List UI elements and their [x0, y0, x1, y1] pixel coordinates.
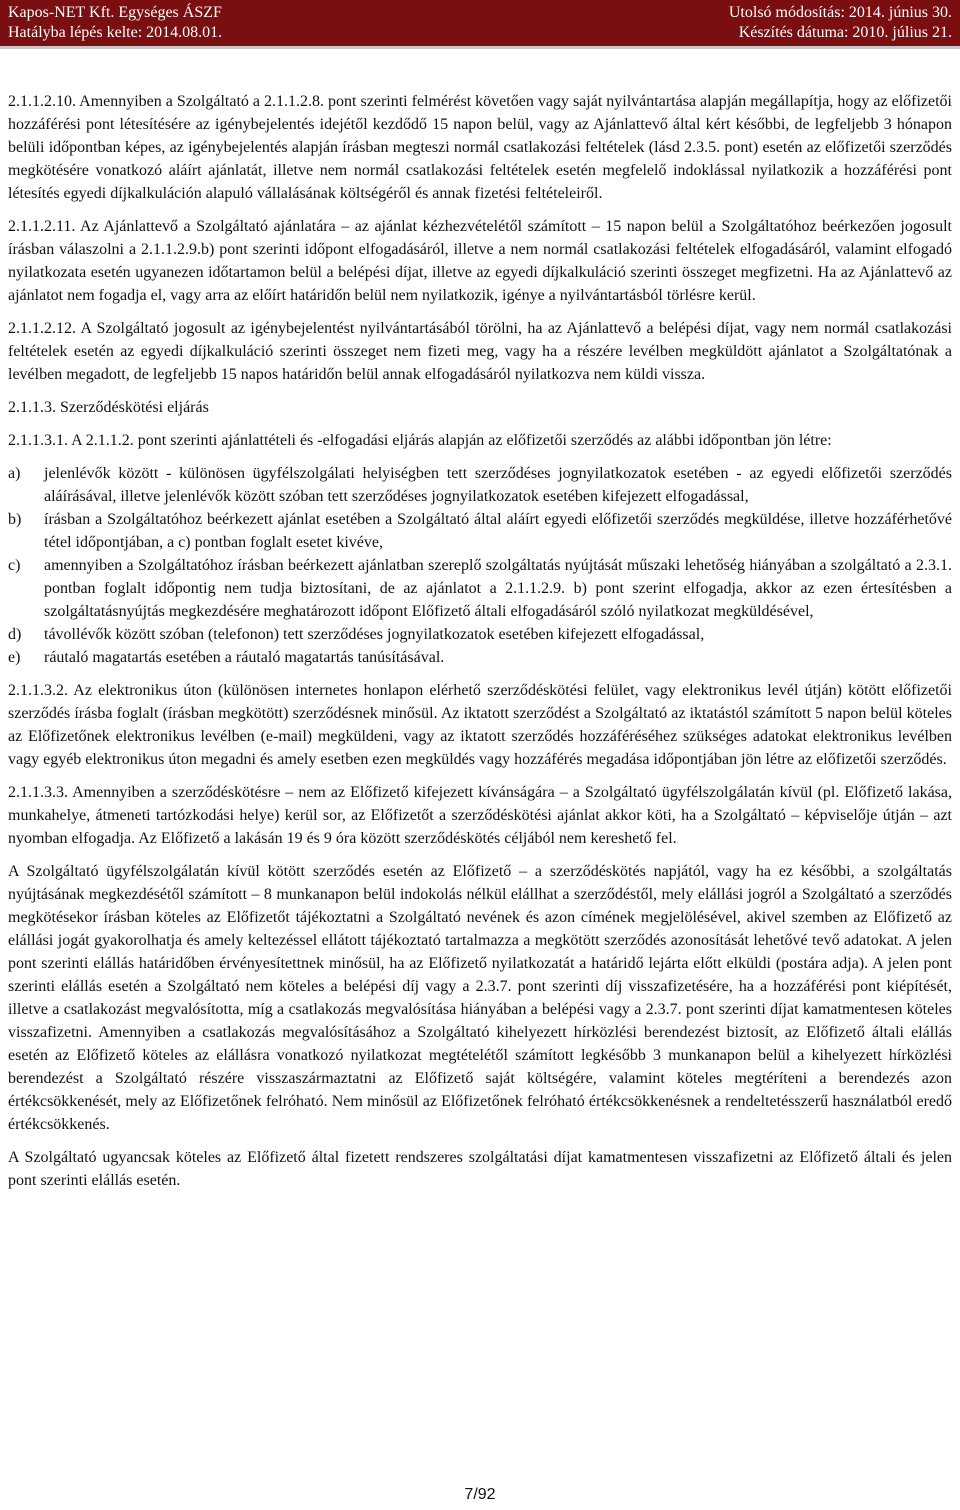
document-body: [8, 90, 952, 1202]
list-item-label: b): [8, 511, 22, 528]
page-number: 7/92: [464, 1486, 496, 1503]
list-item: [8, 508, 952, 554]
header-divider: [0, 46, 960, 49]
list-item: [8, 646, 952, 669]
list-item-text: írásban a Szolgáltatóhoz beérkezett ajánlat esetében a Szolgáltató által aláírt egyedi előfizetői szerződés megküldése, illetve hozzáférhetővé tétel időpontjában, a c) pontban foglalt esetet kivéve,: [44, 511, 952, 551]
list-item-label: a): [8, 465, 21, 482]
paragraph-2-1-1-3-2: 2.1.1.3.2. Az elektronikus úton (különösen internetes honlapon elérhető szerződéskötési felület, vagy elektronikus levél útján) kötött előfizetői szerződés írásba foglalt (írásban megkötött) szerződésnek minősül. Az iktatott szerződést a Szolgáltató az iktatástól számított 5 napon belül köteles az Előfizetőnek elektronikus levélben (e-mail) megküldeni, vagy az iktatott szerződés hozzáféréséhez szükséges adatokat elektronikus levélben vagy egyéb elektronikus úton megadni és amely esetben ezen megküldés vagy hozzáférés megadása időpontjában jön létre az előfizetői szerződés.: [8, 682, 952, 768]
paragraph-2-1-1-2-12: 2.1.1.2.12. A Szolgáltató jogosult az igénybejelentést nyilvántartásából törölni, ha az Ajánlattevő a belépési díjat, vagy nem normál csatlakozási feltételek esetén az egyedi díjkalkuláció szerinti összeget nem fizeti meg, vagy ha a részére levélben megküldött ajánlatot a Szolgáltatónak a levélben megadott, de legfeljebb 15 napos határidőn belül annak elfogadásáról nyilatkozva nem küldi vissza.: [8, 320, 952, 383]
list-item-label: c): [8, 557, 21, 574]
list-item-text: ráutaló magatartás esetében a ráutaló magatartás tanúsításával.: [44, 649, 445, 666]
header-effective-date: Hatályba lépés kelte: 2014.08.01.: [8, 24, 223, 41]
paragraph-2-1-1-3-1: 2.1.1.3.1. A 2.1.1.2. pont szerinti ajánlattételi és -elfogadási eljárás alapján az előfizetői szerződés az alábbi időpontban jön létre:: [8, 432, 832, 449]
paragraph-2-1-1-3-3: 2.1.1.3.3. Amennyiben a szerződéskötésre – nem az Előfizető kifejezett kívánságára – a Szolgáltató ügyfélszolgálatán kívül (pl. Előfizető lakása, munkahelye, átmeneti tartózkodási helye) kerül sor, az Előfizetőt a szerződéskötési ajánlat akkor köti, ha a Szolgáltató – képviselője útján – azt nyomban elfogadja. Az Előfizető a lakásán 19 és 9 óra között szerződéskötés céljából nem kereshető fel.: [8, 784, 952, 847]
contract-formation-list: [8, 462, 952, 669]
list-item: [8, 462, 952, 508]
header-created-date: Készítés dátuma: 2010. július 21.: [738, 24, 952, 41]
header-left: [8, 3, 222, 43]
list-item-label: d): [8, 626, 22, 643]
header-company-title: Kapos-NET Kft. Egységes ÁSZF: [8, 4, 222, 21]
paragraph-withdrawal: A Szolgáltató ügyfélszolgálatán kívül kötött szerződés esetén az Előfizető – a szerződéskötés napjától, vagy ha ez későbbi, a szolgáltatás nyújtásának megkezdésétől számított – 8 munkanapon belül indokolás nélkül elállhat a szerződéstől, mely elállási jogról a Szolgáltató a szerződés megkötésekor írásban köteles az Előfizetőt tájékoztatni a Szolgáltató nevének és azon címének megjelölésével, akivel szemben az Előfizető az elállási jogát gyakorolhatja és amely keltezéssel ellátott tájékoztató tartalmazza a megkötött szerződés azonosítását lehetővé tevő adatokat. A jelen pont szerinti elállás határidőben érvényesítettnek minősül, ha az Előfizető nyilatkozatát a határidő lejárta előtt elküldi (postára adja). A jelen pont szerinti elállás esetén a Szolgáltató nem köteles a belépési díj vagy a 2.3.7. pont szerinti díj visszafizetésére, ha a hozzáférési pont kiépítését, illetve a csatlakozást megvalósította, míg a csatlakozás megvalósítása hiányában a belépési vagy a 2.3.7. pont szerinti díjat kamatmentesen köteles visszafizetni. Amennyiben a csatlakozás megvalósításához a Szolgáltató kihelyezett hírközlési berendezést biztosít, az Előfizető általi elállás esetén az Előfizető köteles az elállásra vonatkozó nyilatkozat megtételétől számított legkésőbb 3 munkanapon belül a kihelyezett hírközlési berendezést a Szolgáltató részére visszaszármaztatni az Előfizető saját költségére, valamint köteles megtéríteni a berendezés azon értékcsökkenését, mely az Előfizetőnek felróható. Nem minősül az Előfizetőnek felróható értékcsökkenésnek a rendeltetésszerű használatból eredő értékcsökkenés.: [8, 863, 952, 1133]
list-item-label: e): [8, 649, 21, 666]
header-right: [729, 3, 952, 43]
list-item-text: jelenlévők között - különösen ügyfélszolgálati helyiségben tett szerződéses jognyilatkozatok esetében - az egyedi előfizetői szerződés aláírásával, illetve jelenlévők között szóban tett szerződéses jognyilatkozatok esetében kifejezett elfogadással,: [44, 465, 952, 505]
section-heading: 2.1.1.3. Szerződéskötési eljárás: [8, 399, 209, 416]
paragraph-refund: A Szolgáltató ugyancsak köteles az Előfizető által fizetett rendszeres szolgáltatási díjat kamatmentesen visszafizetni az Előfizető általi és jelen pont szerinti elállás esetén.: [8, 1149, 952, 1189]
header-last-modified: Utolsó módosítás: 2014. június 30.: [728, 4, 952, 21]
list-item: [8, 554, 952, 623]
paragraph-2-1-1-2-10: 2.1.1.2.10. Amennyiben a Szolgáltató a 2.1.1.2.8. pont szerinti felmérést követően vagy saját nyilvántartása alapján megállapítja, hogy az előfizetői hozzáférési pont létesítésére az igénybejelentés idejétől kezdődő 15 napon belül, vagy az Ajánlattevő által kért későbbi, de legfeljebb 3 hónapon belüli időpontban képes, az igénybejelentés alapján írásban megteszi normál csatlakozási feltételek (lásd 2.3.5. pont) esetén az előfizetői szerződés megkötésére vonatkozó aláírt ajánlatát, illetve nem normál csatlakozási feltételek esetén megfelelő indoklással nyilatkozik a hozzáférési pont létesítés egyedi díjkalkuláción alapuló vállalásának költségéről és annak fizetési feltételeiről.: [8, 93, 952, 202]
page-header: [0, 0, 960, 46]
list-item: [8, 623, 952, 646]
list-item-text: amennyiben a Szolgáltatóhoz írásban beérkezett ajánlatban szereplő szolgáltatás nyújtását műszaki lehetőség hiányában a szolgáltató a 2.3.1. pontban foglalt időpontig nem tudja biztosítani, de az ajánlatot a 2.1.1.2.9. b) pont szerint elfogadja, akkor az ezen értesítésben a szolgáltatásnyújtás megkezdésére meghatározott időpont Előfizető általi elfogadásáról szóló nyilatkozat megküldésével,: [44, 557, 952, 620]
paragraph-2-1-1-2-11: 2.1.1.2.11. Az Ajánlattevő a Szolgáltató ajánlatára – az ajánlat kézhezvételétől számított – 15 napon belül a Szolgáltatóhoz beérkezően jogosult írásban válaszolni a 2.1.1.2.9.b) pont szerinti időpont elfogadásáról, illetve a nem normál csatlakozási feltételek elfogadásáról, valamint elfogadó nyilatkozata esetén ugyanezen időtartamon belül a belépési díjat, illetve az egyedi díjkalkuláció szerinti összeget megfizetni. Ha az Ajánlattevő az ajánlatot nem fogadja el, vagy arra az előírt határidőn belül nem nyilatkozik, igénye a nyilvántartásból törlésre kerül.: [8, 218, 952, 304]
list-item-text: távollévők között szóban (telefonon) tett szerződéses jognyilatkozatok esetében kifejezett elfogadással,: [44, 626, 705, 643]
